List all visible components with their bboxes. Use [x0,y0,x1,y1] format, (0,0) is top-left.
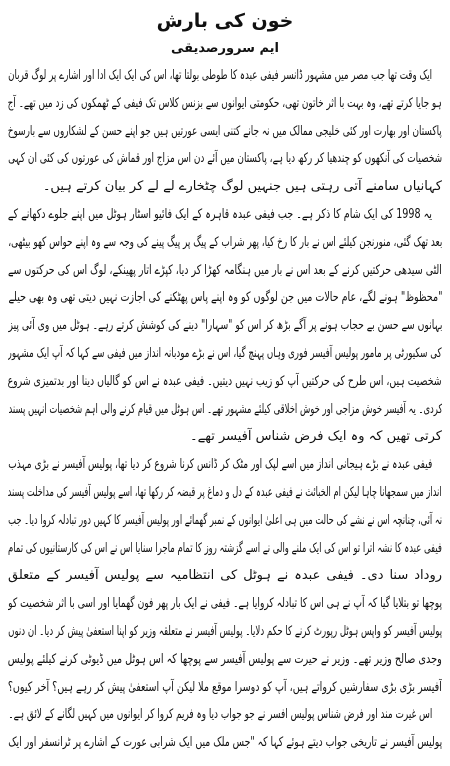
line-text: پولیس آفیسر کو واپس ہوٹل رپورٹ کرنے کا حکم دلایا۔ پولیس آفیسر نے متعلقہ وزیر کو اپنا استعفیٰ پیش کر دیا۔ ان دنوں [8,623,442,639]
paragraph [8,451,442,701]
text-line [8,674,442,702]
text-line [8,201,442,229]
article-title: خون کی بارش [156,10,294,32]
line-text: آفیسر بڑی بڑی سفارشیں کرواتے ہیں، آپ کو دوسرا موقع ملا لیکن آپ استعفیٰ پیش کر رہے ہیں؟ آخر کیوں؟ [8,679,442,695]
line-text: شخصیت ہیں، اس طرح کی حرکتیں آپ کو زیب نہیں دیتیں۔ فیفی عبدہ نے اس کو گالیاں دینا اور بدتمیزی شروع [8,373,442,389]
line-text: الٹی سیدھی حرکتیں کرنے کے بعد اس نے بار میں ہنگامہ کھڑا کر دیا، کپڑے اتار پھینکے، لوگ اس کی حرکتوں سے [8,262,442,278]
line-text: یہ 1998 کی ایک شام کا ذکر ہے۔ جب فیفی عبدہ قاہرہ کے ایک فائیو اسٹار ہوٹل میں اپنے جلوے دکھانے کے [8,206,432,222]
text-line [8,729,442,757]
paragraph [8,701,442,757]
text-line [8,590,442,618]
line-text: شخصیات کی آنکھوں کو چندھیا کر رکھ دیا ہے، پاکستان میں آئے دن اس مزاج اور قماش کی عورتوں کی کئی ان کہی [8,151,442,167]
text-line [8,479,442,507]
article-body [8,62,442,757]
text-line [8,62,442,90]
line-text: پاکستان اور بھارت اور کئی خلیجی ممالک میں نہ جانے کتنی ایسی عورتیں ہیں جو اپنے حسن کے لشکاروں سے بارسوخ [8,123,442,139]
text-line [8,340,442,368]
line-text: ایک وقت تھا جب مصر میں مشہور ڈانسر فیفی عبدہ کا طوطی بولتا تھا، اس کی ایک ایک ادا اور اشارے پر لوگ قربان [8,68,432,83]
line-text: کردی۔ یہ آفیسر خوش مزاجی اور خوش اخلاقی کیلئے مشہور تھے۔ اس ہوٹل میں قیام کرنے والی اہم شخصیات انہیں پسند [8,401,442,417]
line-text: "محظوظ" ہونے لگے، عام حالات میں جن لوگوں کو وہ اپنے پاس پھٹکنے کی اجازت نہیں دیتی تھی وہ بھی حیلے [8,290,442,306]
text-line [8,368,442,396]
line-text: وجدی صالح وزیر تھے۔ وزیر نے حیرت سے پولیس آفیسر سے پوچھا کہ اس ہوٹل میں ڈیوٹی کرنے کیلئے پولیس [8,651,442,667]
paragraph [8,201,442,451]
text-line [8,423,442,451]
text-line [8,451,442,479]
line-text: فیفی عبدہ نے بڑے ہیجانی انداز میں اسے لپک اور مٹک کر ڈانس کرنا شروع کر دیا تھا، پولیس آفیسر نے بڑی مہذب [8,457,432,473]
text-line [8,90,442,118]
text-line [8,562,442,590]
text-line [8,701,442,729]
article-header [0,0,450,62]
text-line [8,284,442,312]
line-text: بعد تھک گئی، منورنجن کیلئے اس نے بار کا رخ کیا، پھر شراب کے پیگ پر پیگ پینے کی وجہ سے وہ اپنے حواس کھو بیٹھی، [8,234,442,250]
text-line [8,145,442,173]
line-text: روداد سنا دی۔ فیفی عبدہ نے ہوٹل کی انتظامیہ سے پولیس آفیسر کے متعلق [8,568,442,584]
paragraph [8,62,442,201]
line-text: نہ آئی، چنانچہ اس نے نشے کی حالت میں ہی اعلیٰ ایوانوں کے نمبر گھمائے اور پولیس آفیسر کا کہیں دور تبادلہ کروا دیا۔ جب [8,512,442,528]
line-text: انداز میں سمجھانا چاہا لیکن ام الخبائث نے فیفی عبدہ کے دل و دماغ پر قبضہ کر رکھا تھا، اسے پولیس آفیسر کی مداخلت پسند [8,484,442,500]
line-text: پوچھا تو بتلایا گیا کہ آپ نے ہی اس کا تبادلہ کروایا ہے۔ فیفی نے ایک بار پھر فون گھمایا اور اسی با اثر شخصیت کو [8,596,442,612]
text-line [8,618,442,646]
text-line [8,312,442,340]
text-line [8,507,442,535]
text-line [8,173,442,201]
line-text: کہانیاں سامنے آتی رہتی ہیں جنہیں لوگ چٹخارے لے لے کر بیان کرتے ہیں۔ [42,179,442,195]
text-line [8,257,442,285]
line-text: کی سکیورٹی پر مامور پولیس آفیسر فوری وہاں پہنچ گیا، اس نے بڑے مودبانہ انداز میں فیفی سے کہا کہ آپ ایک مشہور [8,345,442,361]
line-text: بہانوں سے حسن بے حجاب ہونے پر آگے بڑھ کر اس کو "سہارا" دینے کی کوشش کرتے رہے۔ ہوٹل میں وی آئی پیز [8,318,442,334]
text-line [8,118,442,146]
author-byline: ایم سرورصدیقی [171,41,279,56]
text-line [8,535,442,563]
text-line [8,396,442,424]
line-text: کرتی تھیں کہ وہ ایک فرض شناس آفیسر تھے۔ [190,429,442,445]
text-line [8,229,442,257]
text-line [8,646,442,674]
line-text: پولیس آفیسر نے تاریخی جواب دیتے ہوئے کہا کہ "جس ملک میں ایک شرابی عورت کے اشارے پر ٹرانسفر اور ایک [8,735,442,751]
line-text: اس غیرت مند اور فرض شناس پولیس افسر نے جو جواب دیا وہ فریم کروا کر ایوانوں میں کہیں لگانے کے لائق ہے۔ [8,707,432,723]
line-text: فیفی عبدہ کا نشہ اترا تو اس کی ایک ملنے والی نے اسے گزشتہ روز کا تمام ماجرا سنایا اس نے اس کی کارستانیوں کی تمام [8,540,442,556]
line-text: ہو جایا کرتے تھے، وہ بہت با اثر خاتون تھی، حکومتی ایوانوں سے بزنس کلاس تک فیفی کے ٹھمکوں کی زد میں تھے۔ آج [8,95,442,111]
